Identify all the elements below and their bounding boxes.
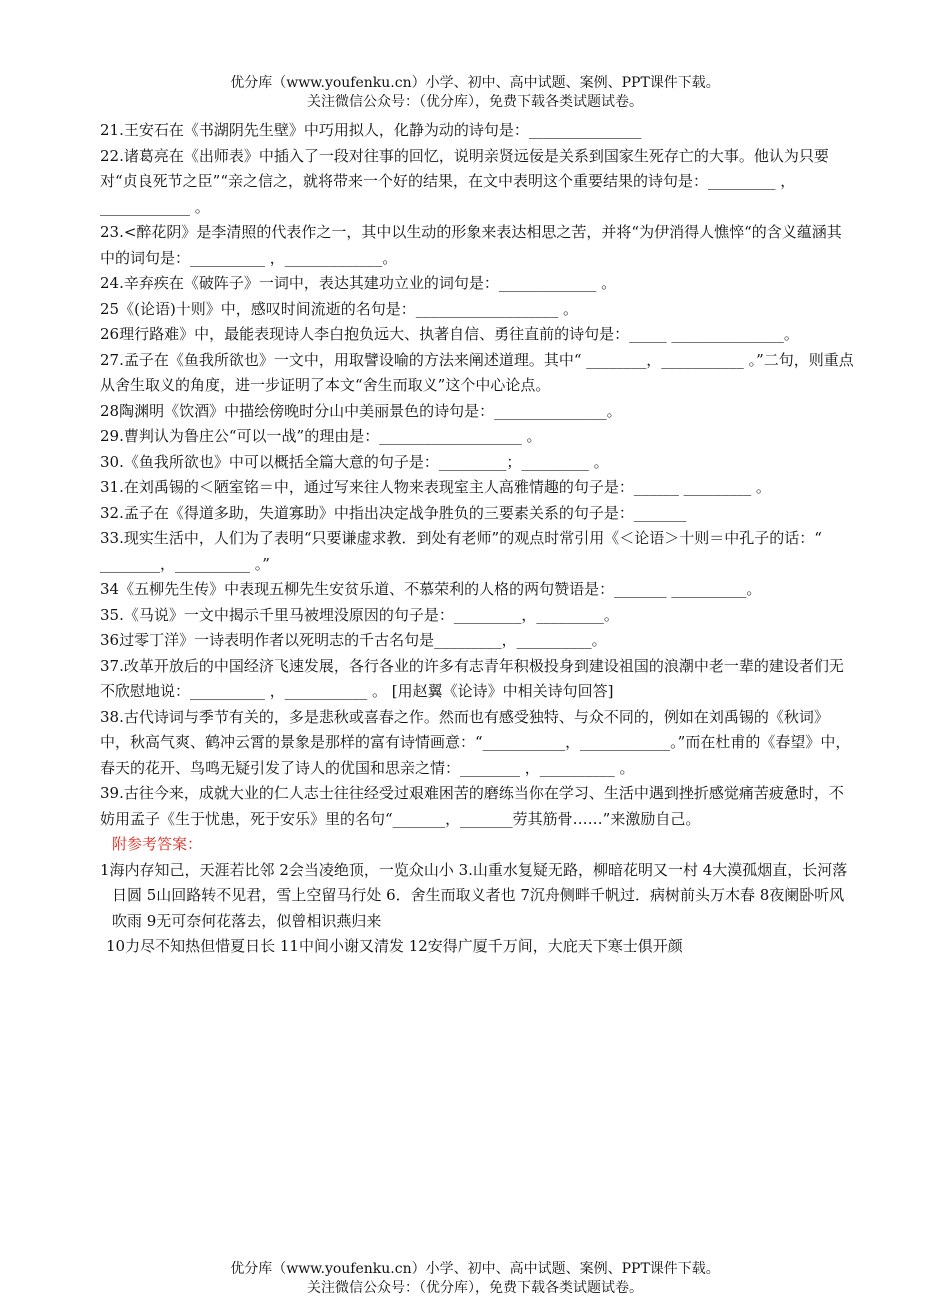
question-38: 38.古代诗词与季节有关的，多是悲秋或喜春之作。然而也有感受独特、与众不同的，例如在刘禹锡的《秋词》中，秋高气爽、鹤冲云霄的景象是那样的富有诗情画意：“___________，____________。”而在杜甫的《春望》中，春天的花开、鸟鸣无疑引发了诗人的优国和思亲之情：________ ，__________ 。 — [100, 707, 851, 777]
question-22: 22.诸葛亮在《出师表》中插入了一段对往事的回忆，说明亲贤远佞是关系到国家生死存亡的大事。他认为只要对“贞良死节之臣”“亲之信之，就将带来一个好的结果，在文中表明这个重要结果的诗句是：_________ ，____________ 。 — [100, 146, 829, 216]
question-21: 21.王安石在《书湖阴先生壁》中巧用拟人，化静为动的诗句是：_______________ — [100, 121, 642, 139]
question-36: 36过零丁洋》一诗表明作者以死明志的千古名句是_________，__________。 — [100, 631, 607, 649]
question-37: 37.改革开放后的中国经济飞速发展，各行各业的许多有志青年积极投身到建设祖国的浪潮中老一辈的建设者们无不欣慰地说：__________ ，___________ 。 [用赵翼《论诗》中相关诗句回答] — [100, 656, 844, 700]
page-header — [0, 74, 950, 112]
answers-line-1: 1海内存知己，天涯若比邻 2会当凌绝顶，一览众山小 3.山重水复疑无路，柳暗花明又一村 4大漠孤烟直，长河落日圆 5山回路转不见君，雪上空留马行处 6．舍生而取义者也 7沉舟侧畔千帆过．病树前头万木春 8夜阑卧听风吹雨 9无可奈何花落去，似曾相识燕归来 — [100, 860, 848, 930]
question-34: 34《五柳先生传》中表现五柳先生安贫乐道、不慕荣利的人格的两句赞语是：_______ __________。 — [100, 580, 762, 598]
question-35: 35.《马说》一文中揭示千里马被埋没原因的句子是：_________，_________。 — [100, 605, 619, 624]
question-23: 23.<醉花阴》是李清照的代表作之一，其中以生动的形象来表达相思之苦，并将“为伊消得人憔悴“的含义蕴涵其中的词句是：__________ ，_____________。 — [100, 223, 842, 267]
question-32: 32.孟子在《得道多助，失道寡助》中指出决定战争胜负的三要素关系的句子是：_______ — [100, 503, 687, 522]
question-24: 24.辛弃疾在《破阵子》一词中，表达其建功立业的词句是：_____________ 。 — [100, 274, 617, 292]
question-list — [100, 118, 855, 960]
footer-line-2: 关注微信公众号：（优分库），免费下载各类试题试卷。 — [307, 1280, 643, 1296]
question-29: 29.曹判认为鲁庄公“可以一战”的理由是：___________________ 。 — [100, 427, 542, 445]
header-line-1: 优分库（www.youfenku.cn）小学、初中、高中试题、案例、PPT课件下载。 — [230, 75, 720, 91]
page-footer — [0, 1260, 950, 1298]
question-33: 33.现实生活中，人们为了表明“只要谦虚求教．到处有老师”的观点时常引用《＜论语＞十则＝中孔子的话：“ ________，__________ 。” — [100, 529, 822, 573]
question-27: 27.孟子在《鱼我所欲也》一文中，用取譬设喻的方法来阐述道理。其中“ ________，___________ 。”二句，则重点从舍生取义的角度，进一步证明了本文“舍生而取义”这个中心论点。 — [100, 350, 854, 394]
footer-line-1: 优分库（www.youfenku.cn）小学、初中、高中试题、案例、PPT课件下载。 — [230, 1261, 720, 1277]
question-25: 25《(论语)十则》中，感叹时间流逝的名句是：___________________ 。 — [100, 299, 579, 318]
header-line-2: 关注微信公众号：（优分库），免费下载各类试题试卷。 — [307, 94, 643, 110]
question-26: 26理行路难》中，最能表现诗人李白抱负远大、执著自信、勇往直前的诗句是：_____ _______________。 — [100, 325, 799, 343]
answers-title: 附参考答案： — [112, 835, 203, 853]
question-39: 39.古往今来，成就大业的仁人志士往往经受过艰难困苦的磨练当你在学习、生活中遇到挫折感觉痛苦疲惫时，不妨用孟子《生于忧患，死于安乐》里的名句“_______，_______劳其筋骨……”来激励自己。 — [100, 784, 844, 828]
question-30: 30.《鱼我所欲也》中可以概括全篇大意的句子是：_________；_________ 。 — [100, 452, 609, 471]
answers-line-2: 10力尽不知热但惜夏日长 11中间小谢又清发 12安得广厦千万间，大庇天下寒士俱开颜 — [106, 937, 683, 955]
question-28: 28陶渊明《饮酒》中描绘傍晚时分山中美丽景色的诗句是：_______________。 — [100, 401, 622, 420]
question-31: 31.在刘禹锡的＜陋室铭＝中，通过写来往人物来表现室主人高雅情趣的句子是：______ _________ 。 — [100, 478, 771, 496]
